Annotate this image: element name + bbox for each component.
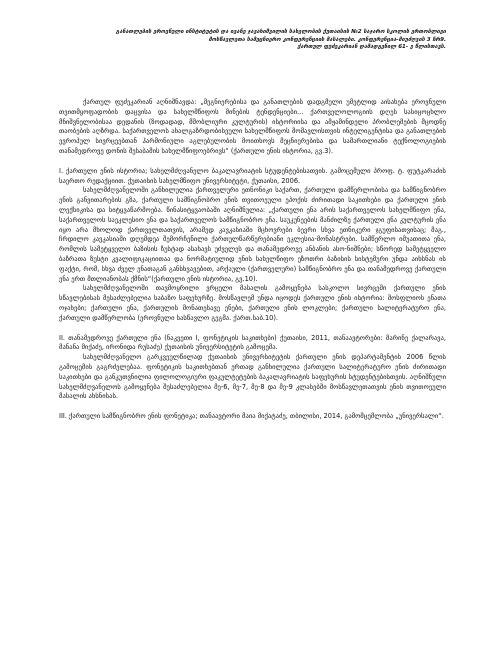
header-line-2: მოსწავლეთა სამეცნიერო კონფერენციის მასალები. კონფერენცია-მიუძღვის 3 ჩრ9. xyxy=(208,36,446,43)
bibliography-item-1: I. ქართული ენის ისტორია; სახელმძღვანელო ბაკალავრიატის სტუდენტებისათვის. გამოცემული პროფ. ტ. ფუტკარაძის საერთო რედაქციით. ქუთაისის სახელმწიფო უნივერსიტეტი, ქუთაისი, 2006. xyxy=(59,166,446,185)
quote-paragraph: ქართულ ფუძეკარიან აღნიშნავდა: „შეგნიერებისა და განათლების დადგმული უმეტლიდ აისახება ეროვნული თვითმყოფადობის დაცვისა და სახელმწიფოს მინების ტენდენციები... ქართველოლოგიის დღეს სასიცოცხლო მნიშვნელობისაა დედანის (ზოდადად, მშობლიური კულტურის) ისტორიისა და ამჟამინდელი პრობლემების მცოდნე თაობების აღზრდა. საქართველოს ახალგაზრდობისეული სახელმწიფოს მომავლისთვის ინტელიგენტისა და განათლების ევროპულ სივრცეებთან ჰარმონიული აგლებულობის მოითხოვს მეცნიერებისა და სამართლიანი ტექნოლოგიების თანამედროვე დონის შესაბამის სახელმწიფოებრივს“ (ქართული ენის ისტორია, გვ.3). xyxy=(59,98,446,155)
body-paragraph: სახელმძღვანელოში განხილულია ქართველური ეთნონიკი საქართ, ქართული დამწერლობისა და სამწიგნობრო ენის განვითარების გზა, ქართული სამწიგნობრო ენის თვითოეული ეპოქის ძირითადი საკითხები და ქართული ენის ლექსიკისა და სიტყვაწარმოება. წინასიტყვაობაში აღნიშნულია: „ქართული ენა არის საქართველოს სახელმწიფო ენა, საქართველოს საეკლესიო ენა და საქართველოს სამწიგნობრო ენა. საუკუნეების მანძილზე ქართული ენა კულტურის ენა იყო არა მხოლოდ ქართველთათვის, არამედ კავკასიაში მცხოვრები ბევრი სხვა ეთნიკური ჯგუფისათვისაც; მაგ., ჩრდილო კავკასიაში დღემდეა შემორჩენილი ქართულწარწერებიანი ეკლესია-მონასტრები. სამწერლო იმუათითა ენა, რომლის სამეტყველო ბაზისის ზუსტად ასახავს უძველეს და თანამედროვე ანბანის ასო-ნიშნები; სწორედ სამეტყველო ბაზრათა ზუსტი კვალიფიკაციითაა და ნორმატიულიდ ენის სახელწიფო ეზოთრი ბაზისის სისტემური უნდა აიხსნას ის ფაქტი, რომ, სხვა ძველ ენათაგან განსხვავებით, არქაული (ქართველური) სამწიგნობრო ენა და თანამედროვე ქართული ენა ერთ მთლიანობას ქმნის“(ქართული ენის ისტორია, გვ.10). xyxy=(59,186,446,283)
running-header xyxy=(60,29,446,52)
document-body xyxy=(59,98,446,422)
header-line-3: ქართულ ფუძეკარიან დამადგენილ 61- ვ წლისთავს. xyxy=(297,44,446,50)
header-line-1: განათლების ეროვნული ინსტიტუტის და ივანე ჯავახიშვილის სახელობის ქუთაისის №2 საჯარო სკოლის ერთობლივი xyxy=(115,29,446,35)
bibliography-item-3: III. ქართული სამწიგნობრო ენის ფონეტიკა; თანაავტორი მაია მიქატაძე, თბილისი, 2014, გამომცემლობა „უნივერსალი“. xyxy=(59,412,444,421)
bibliography-item-2: II. თანამედროვე ქართული ენა (ნაკვეთი I, ფონეტიკის საკითხები) ქუთაისი, 2011, თანაავტორები: მარინე ქალარავა, მანანა მიქაძე, ირონიდა რუსაძე) ქუთაისის უნივერსიტეტის გამოცემა. xyxy=(59,333,446,352)
body-paragraph: სახელმძღვანელოში თავმოყრილი ვრცელი მასალის გამოყენება სასკოლო სივრცეში ქართული ენის სწავლებისას მესაძლებელია საბაზო საფეხურზე. მოსწავლემ უნდა იცოდეს ქართული ენის ისტორია: შოსფლიოს ენათა ოჯახები; ქართული ენა, ქართულის მონათესავე ენები, ქართული ენის ლოკლები; ქართული სალიტერატურო ენა, ქართული დამწერლობა (ეროვნული სასწავლო გეგმა. ქართ.საბ.10). xyxy=(59,284,446,322)
body-paragraph: სახელმძღვანელო გარკვეულწილად ქუთაისის უნივერსიტეტის ქართული ენის დეპარტამენტის 2006 წლის გამოცემის გაგრძელებაა. ფონეტიკის საკითხებთან ერთად განხილულია ქართული სალიტერატურო ენის ძირითადი საკითხები და განკუთვნილია ფილოლოგიური ფაკულტეტების ბაკალავრიატის საფეხურის სტუდენტებისთვის. აღნიშნული სახელმძღვანელოს გამოყენება შესაძლებელია მე-6, მე-7, მე-8 და მე-9 კლასებში მოსწავლეთათვის ენის თვითოეული მასალის ახსნისას. xyxy=(59,353,446,401)
